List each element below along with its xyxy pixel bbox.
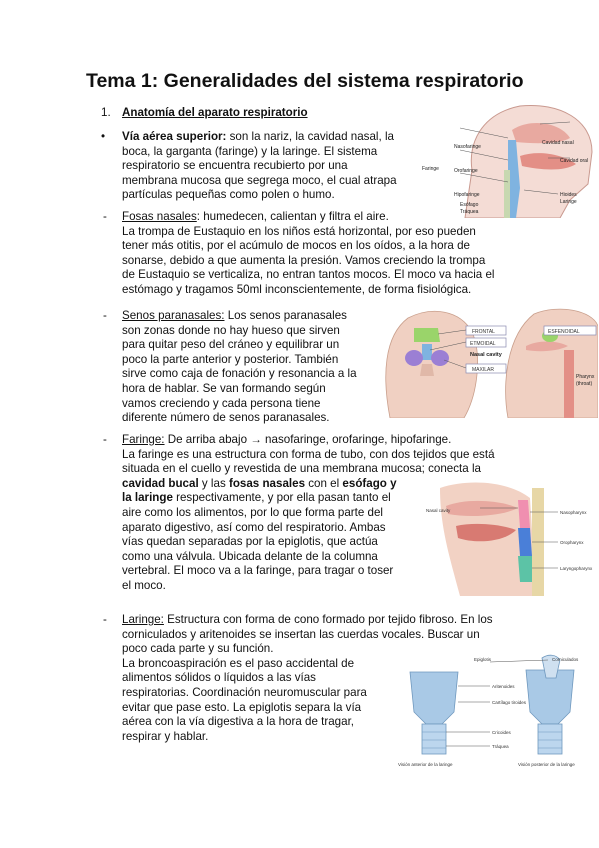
fig1-label: Orofaringe — [454, 168, 478, 174]
laringe-line: evitar que pase esto. La epiglotis separa la vía — [122, 700, 362, 714]
fosas-first-rest: : humedecen, calientan y filtra el aire. — [196, 210, 389, 223]
bullet-dot: • — [101, 130, 106, 143]
fig2-label: MAXILAR — [472, 367, 494, 373]
faringe-line: como una válvula. Ubicada delante de la columna — [122, 549, 378, 563]
via-line: membrana mucosa que segrega moco, el cual atrapa — [122, 173, 397, 187]
fosas-line: La trompa de Eustaquio en los niños está horizontal, por eso pueden — [122, 224, 476, 238]
fig1-label: Nasofaringe — [454, 144, 481, 150]
fig3-label: Nasopharynx — [560, 510, 587, 515]
senos-term: Senos paranasales: — [122, 309, 225, 322]
section-number: 1. — [101, 106, 111, 119]
figure-paranasal-sinuses — [378, 306, 598, 418]
faringe-line: vertebral. El moco va a la faringe, para tragar o toser — [122, 564, 394, 578]
laringe-line: La broncoaspiración es el paso accidental de — [122, 656, 355, 670]
section-heading: Anatomía del aparato respiratorio — [122, 106, 308, 119]
faringe-term: Faringe: — [122, 433, 165, 446]
fig4-label: Epiglotis — [474, 657, 492, 662]
fosas-line: sonarse, debido a que aumenta la presión. Vamos creciendo la trompa — [122, 253, 486, 267]
fosas-line: estómago y tragamos 50ml inconscientemente, de forma fisiológica. — [122, 282, 472, 296]
senos-first-rest: Los senos paranasales — [224, 309, 347, 322]
fig1-label: Cavidad nasal — [542, 140, 574, 146]
fig1-label: Hioides — [560, 192, 577, 198]
laringe-line: corniculados y aritenoides se insertan las cuerdas vocales. Buscar un — [122, 627, 480, 641]
senos-line: poco la parte anterior y posterior. También — [122, 352, 339, 366]
laringe-term: Laringe: — [122, 613, 164, 626]
fig4-label: Aritenoides — [492, 684, 515, 689]
fig4-label: Cricoides — [492, 730, 511, 735]
laringe-line: poco cada parte y su función. — [122, 642, 274, 656]
laringe-line: alimentos sólidos o líquidos a las vías — [122, 671, 316, 685]
faringe-text: y las — [198, 476, 229, 490]
faringe-line: el moco. — [122, 578, 166, 592]
fig3-label: Oropharynx — [560, 540, 584, 545]
figure-pharynx — [420, 478, 596, 596]
faringe-bold: esófago y — [342, 476, 397, 490]
fig3-label: Laryngopharynx — [560, 566, 593, 571]
senos-paragraph — [122, 309, 357, 426]
fig2-label: (throat) — [576, 381, 593, 387]
laringe-line: respiratorias. Coordinación neuromuscular para — [122, 685, 367, 699]
fig3-label: Nasal cavity — [426, 508, 451, 513]
bullet-dash: - — [103, 433, 107, 446]
fosas-paragraph — [122, 210, 495, 298]
fosas-line: tener más otitis, por el acúmulo de mocos en los oídos, a la hora de — [122, 239, 470, 253]
faringe-bold: cavidad bucal — [122, 476, 199, 490]
fig4-label: Cartílago tiroides — [492, 700, 527, 705]
faringe-line: situada en el cuello y revestida de una membrana mucosa; conecta la — [122, 462, 481, 476]
fig2-label: ESFENOIDAL — [548, 329, 580, 335]
senos-line: hora de hablar. Se van formando según — [122, 381, 326, 395]
fig2-label: ETMOIDAL — [470, 341, 496, 347]
fosas-term: Fosas nasales — [122, 210, 197, 223]
faringe-text: con el — [305, 476, 343, 490]
senos-line: diferente número de senos paranasales. — [122, 411, 330, 425]
fig1-label: Faringe — [422, 166, 439, 172]
laringe-first-rest: Estructura con forma de cono formado por tejido fibroso. En los — [163, 613, 493, 626]
figure-airway-sagittal — [420, 100, 596, 218]
faringe-line: vías quedan separadas por la epiglotis, que actúa — [122, 535, 378, 549]
via-aerea-paragraph — [122, 130, 397, 203]
bullet-dash: - — [103, 210, 107, 223]
fosas-line: de Eustaquio se verticaliza, no entran tantos mocos. El moco va hacia el — [122, 268, 495, 282]
faringe-first-rest: De arriba abajo → nasofaringe, orofaringe, hipofaringe. — [164, 433, 452, 446]
fig4-label: Tráquea — [492, 744, 509, 749]
figure-larynx — [392, 652, 596, 770]
senos-line: para quitar peso del cráneo y equilibrar un — [122, 338, 340, 352]
senos-line: sirve como caja de fonación y resonancia a la — [122, 367, 357, 381]
fig2-label: FRONTAL — [472, 329, 495, 335]
page-title: Tema 1: Generalidades del sistema respiratorio — [86, 70, 524, 92]
fig4-caption: Visión anterior de la laringe — [398, 762, 453, 767]
faringe-line: aire como los alimentos, por lo que forma parte del — [122, 505, 383, 519]
fig4-label: Corniculados — [552, 657, 579, 662]
bullet-dash: - — [103, 613, 107, 626]
faringe-line: La faringe es una estructura con forma de tubo, con dos tejidos que está — [122, 447, 495, 461]
via-line: son la nariz, la cavidad nasal, la — [226, 130, 394, 143]
via-line: partículas pequeñas como polen o humo. — [122, 188, 335, 202]
laringe-line: aérea con la vía digestiva a la hora de tragar, — [122, 715, 355, 729]
fig1-label: Esófago — [460, 202, 479, 208]
bullet-dash: - — [103, 309, 107, 322]
faringe-text: respectivamente, y por ella pasan tanto el — [172, 491, 391, 505]
laringe-line: respirar y hablar. — [122, 729, 209, 743]
faringe-line: aparato digestivo, así como del respiratorio. Ambas — [122, 520, 386, 534]
fig2-label: Nasal cavity — [470, 352, 502, 358]
via-line: respiratorio se encuentra recubierto por una — [122, 159, 348, 173]
fig1-label: Hipofaringe — [454, 192, 480, 198]
fig1-label: Tráquea — [460, 209, 479, 215]
via-aerea-term: Vía aérea superior: — [122, 130, 227, 143]
fig2-label: Pharynx — [576, 374, 595, 380]
fig1-label: Cavidad oral — [560, 158, 589, 164]
senos-line: son zonas donde no hay hueso que sirven — [122, 323, 340, 337]
faringe-bold: fosas nasales — [228, 476, 306, 490]
fig1-label: Laringe — [560, 199, 577, 205]
faringe-bold: la laringe — [122, 491, 173, 505]
fig4-caption: Visión posterior de la laringe — [518, 762, 575, 767]
senos-line: vamos creciendo y cada persona tiene — [122, 396, 321, 410]
via-line: boca, la garganta (faringe) y la laringe. El sistema — [122, 144, 378, 158]
